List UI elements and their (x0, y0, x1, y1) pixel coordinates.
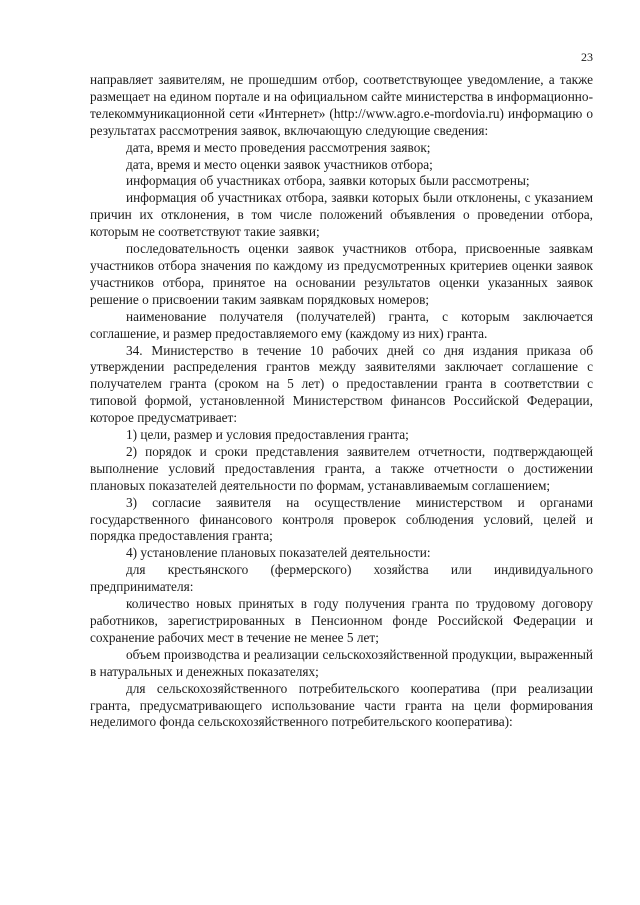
paragraph: 2) порядок и сроки представления заявителем отчетности, подтверждающей выполнение условий предоставления гранта, а также отчетности о достижении плановых показателей деятельности по формам, устанавливаемым соглашением; (90, 443, 593, 493)
paragraph: объем производства и реализации сельскохозяйственной продукции, выраженный в натуральных и денежных показателях; (90, 646, 593, 679)
paragraph: для сельскохозяйственного потребительского кооператива (при реализации гранта, предусматривающего использование части гранта на цели формирования неделимого фонда сельскохозяйственного потребительского кооператива): (90, 680, 593, 730)
paragraph: наименование получателя (получателей) гранта, с которым заключается соглашение, и размер предоставляемого ему (каждому из них) гранта. (90, 308, 593, 341)
paragraph: 4) установление плановых показателей деятельности: (126, 545, 431, 561)
paragraph: информация об участниках отбора, заявки которых были рассмотрены; (126, 173, 530, 189)
paragraph: информация об участниках отбора, заявки которых были отклонены, с указанием причин их отклонения, в том числе положений объявления о проведении отбора, которым не соответствуют такие заявки; (90, 190, 593, 240)
page-number: 23 (581, 50, 593, 64)
paragraph: дата, время и место оценки заявок участников отбора; (126, 156, 433, 172)
paragraph: 3) согласие заявителя на осуществление министерством и органами государственного финансового контроля проверок соблюдения условий, целей и порядка предоставления гранта; (90, 494, 593, 544)
paragraph: направляет заявителям, не прошедшим отбор, соответствующее уведомление, а также размещает на едином портале и на официальном сайте министерства в информационно-телекоммуникационной сети «Интернет» (http://www.agro.e-mordovia.ru) информацию о результатах рассмотрения заявок, включающую следующие сведения: (90, 72, 593, 138)
paragraph: 34. Министерство в течение 10 рабочих дней со дня издания приказа об утверждении распределения грантов между заявителями заключает соглашение с получателем гранта (сроком на 5 лет) о предоставлении гранта в соответствии с типовой формой, установленной Министерством финансов Российской Федерации, которое предусматривает: (90, 342, 593, 426)
paragraph: 1) цели, размер и условия предоставления гранта; (126, 427, 409, 443)
paragraph: для крестьянского (фермерского) хозяйства или индивидуального предпринимателя: (90, 562, 593, 595)
paragraph: количество новых принятых в году получения гранта по трудовому договору работников, зарегистрированных в Пенсионном фонде Российской Федерации и сохранение рабочих мест в течение не менее 5 лет; (90, 596, 593, 645)
paragraph: последовательность оценки заявок участников отбора, присвоенные заявкам участников отбора значения по каждому из предусмотренных критериев оценки заявок участников отбора, принятое на основании результатов оценки указанных заявок решение о присвоении таким заявкам порядковых номеров; (90, 241, 593, 307)
paragraph: дата, время и место проведения рассмотрения заявок; (126, 139, 431, 155)
document-body (90, 72, 593, 731)
